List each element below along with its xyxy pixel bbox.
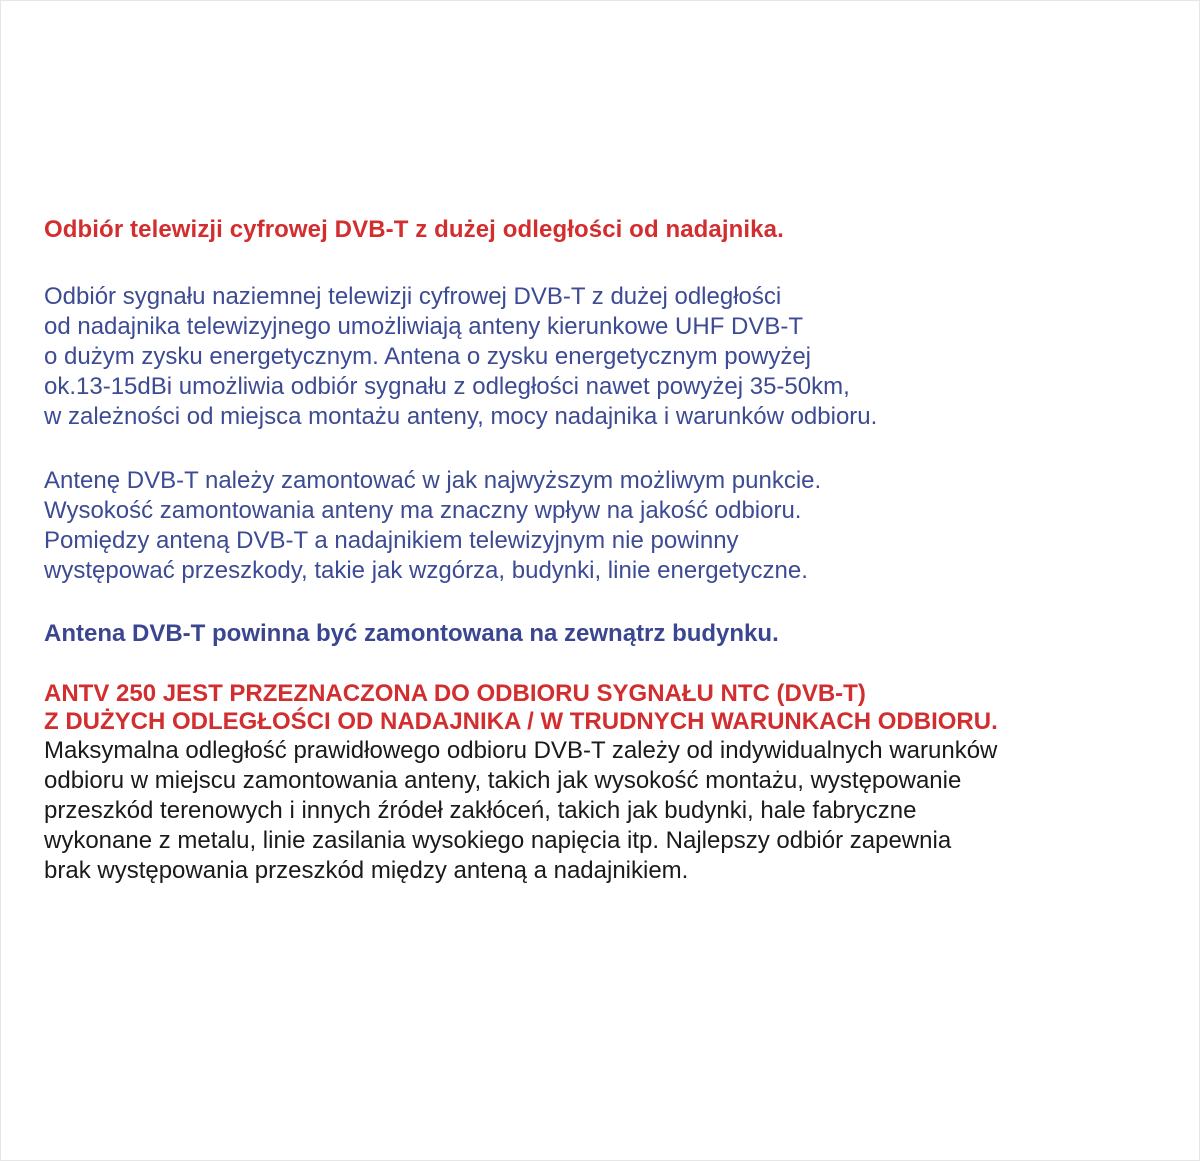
paragraph-line: Antenę DVB-T należy zamontować w jak najwyższym możliwym punkcie.	[44, 467, 822, 494]
notice-line: Z DUŻYCH ODLEGŁOŚCI OD NADAJNIKA / W TRUDNYCH WARUNKACH ODBIORU.	[44, 708, 998, 735]
paragraph-max-distance	[44, 736, 1184, 886]
paragraph-line: o dużym zysku energetycznym. Antena o zysku energetycznym powyżej	[44, 343, 812, 370]
paragraph-line: Wysokość zamontowania anteny ma znaczny wpływ na jakość odbioru.	[44, 497, 802, 524]
document-content	[44, 214, 1184, 886]
paragraph-line: występować przeszkody, takie jak wzgórza, budynki, linie energetyczne.	[44, 557, 808, 584]
paragraph-mounting	[44, 466, 1184, 586]
spacer	[44, 650, 1184, 680]
spacer	[44, 586, 1184, 618]
paragraph-line: przeszkód terenowych i innych źródeł zakłóceń, takich jak budynki, hale fabryczne	[44, 797, 917, 824]
spacer	[44, 246, 1184, 282]
paragraph-line: wykonane z metalu, linie zasilania wysokiego napięcia itp. Najlepszy odbiór zapewnia	[44, 827, 952, 854]
paragraph-line: Odbiór sygnału naziemnej telewizji cyfrowej DVB-T z dużej odległości	[44, 283, 782, 310]
outdoor-mounting-note: Antena DVB-T powinna być zamontowana na zewnątrz budynku.	[44, 620, 779, 647]
paragraph-line: ok.13-15dBi umożliwia odbiór sygnału z odległości nawet powyżej 35-50km,	[44, 373, 850, 400]
paragraph-line: Pomiędzy anteną DVB-T a nadajnikiem telewizyjnym nie powinny	[44, 527, 739, 554]
paragraph-line: Maksymalna odległość prawidłowego odbioru DVB-T zależy od indywidualnych warunków	[44, 737, 998, 764]
paragraph-line: od nadajnika telewizyjnego umożliwiają anteny kierunkowe UHF DVB-T	[44, 313, 804, 340]
paragraph-reception-distance	[44, 282, 1184, 432]
spacer	[44, 432, 1184, 466]
product-notice	[44, 680, 1184, 736]
document-heading: Odbiór telewizji cyfrowej DVB-T z dużej odległości od nadajnika.	[44, 216, 784, 243]
notice-line: ANTV 250 JEST PRZEZNACZONA DO ODBIORU SYGNAŁU NTC (DVB-T)	[44, 680, 866, 707]
paragraph-line: w zależności od miejsca montażu anteny, mocy nadajnika i warunków odbioru.	[44, 403, 878, 430]
paragraph-line: brak występowania przeszkód między anteną a nadajnikiem.	[44, 857, 689, 884]
paragraph-line: odbioru w miejscu zamontowania anteny, takich jak wysokość montażu, występowanie	[44, 767, 962, 794]
